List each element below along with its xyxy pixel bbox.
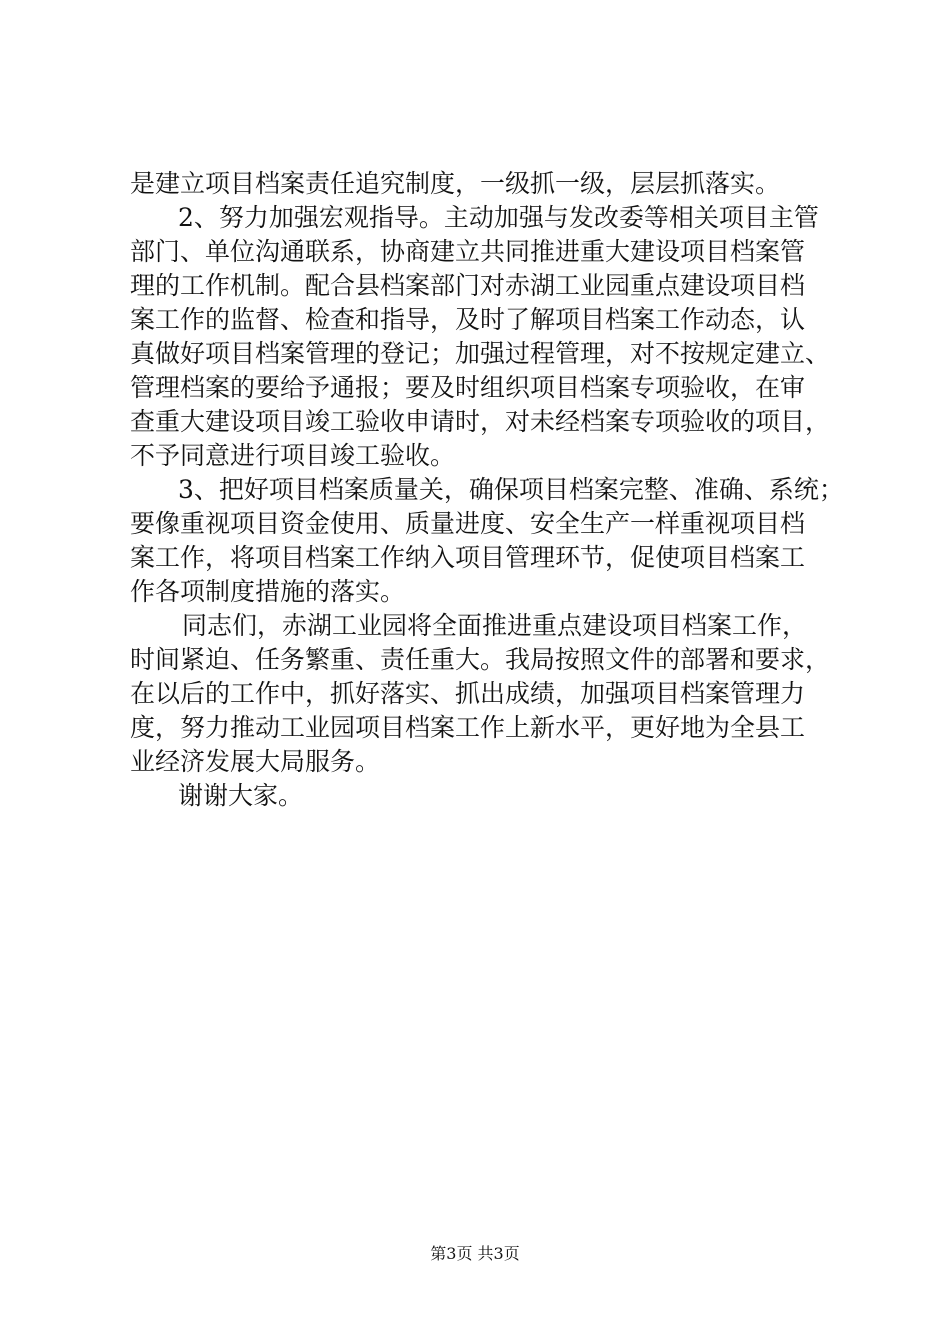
text-line: 业经济发展大局服务。 — [130, 747, 381, 776]
text-line: 案工作的监督、检查和指导，及时了解项目档案工作动态，认 — [130, 305, 806, 334]
text-line: 在以后的工作中，抓好落实、抓出成绩，加强项目档案管理力 — [130, 679, 806, 708]
text-line: 部门、单位沟通联系，协商建立共同推进重大建设项目档案管 — [130, 237, 806, 266]
page-number-footer: 第3页 共3页 — [430, 1244, 520, 1263]
text-line: 同志们，赤湖工业园将全面推进重点建设项目档案工作， — [182, 611, 808, 640]
text-line: 作各项制度措施的落实。 — [130, 577, 406, 606]
text-line: 案工作，将项目档案工作纳入项目管理环节，促使项目档案工 — [130, 543, 806, 572]
text-line: 时间紧迫、任务繁重、责任重大。我局按照文件的部署和要求， — [130, 645, 831, 674]
text-line: 不予同意进行项目竣工验收。 — [130, 441, 456, 470]
text-line: 是建立项目档案责任追究制度，一级抓一级，层层抓落实。 — [130, 169, 781, 198]
text-line: 3、把好项目档案质量关，确保项目档案完整、准确、系统； — [178, 475, 844, 504]
text-line: 要像重视项目资金使用、质量进度、安全生产一样重视项目档 — [130, 509, 806, 538]
text-line: 理的工作机制。配合县档案部门对赤湖工业园重点建设项目档 — [130, 271, 806, 300]
text-line: 2、努力加强宏观指导。主动加强与发改委等相关项目主管 — [178, 203, 819, 232]
text-line: 查重大建设项目竣工验收申请时，对未经档案专项验收的项目， — [130, 407, 831, 436]
text-line: 度，努力推动工业园项目档案工作上新水平，更好地为全县工 — [130, 713, 806, 742]
text-line: 谢谢大家。 — [178, 781, 304, 810]
text-line: 管理档案的要给予通报；要及时组织项目档案专项验收，在审 — [130, 373, 806, 402]
text-line: 真做好项目档案管理的登记；加强过程管理，对不按规定建立、 — [130, 339, 831, 368]
